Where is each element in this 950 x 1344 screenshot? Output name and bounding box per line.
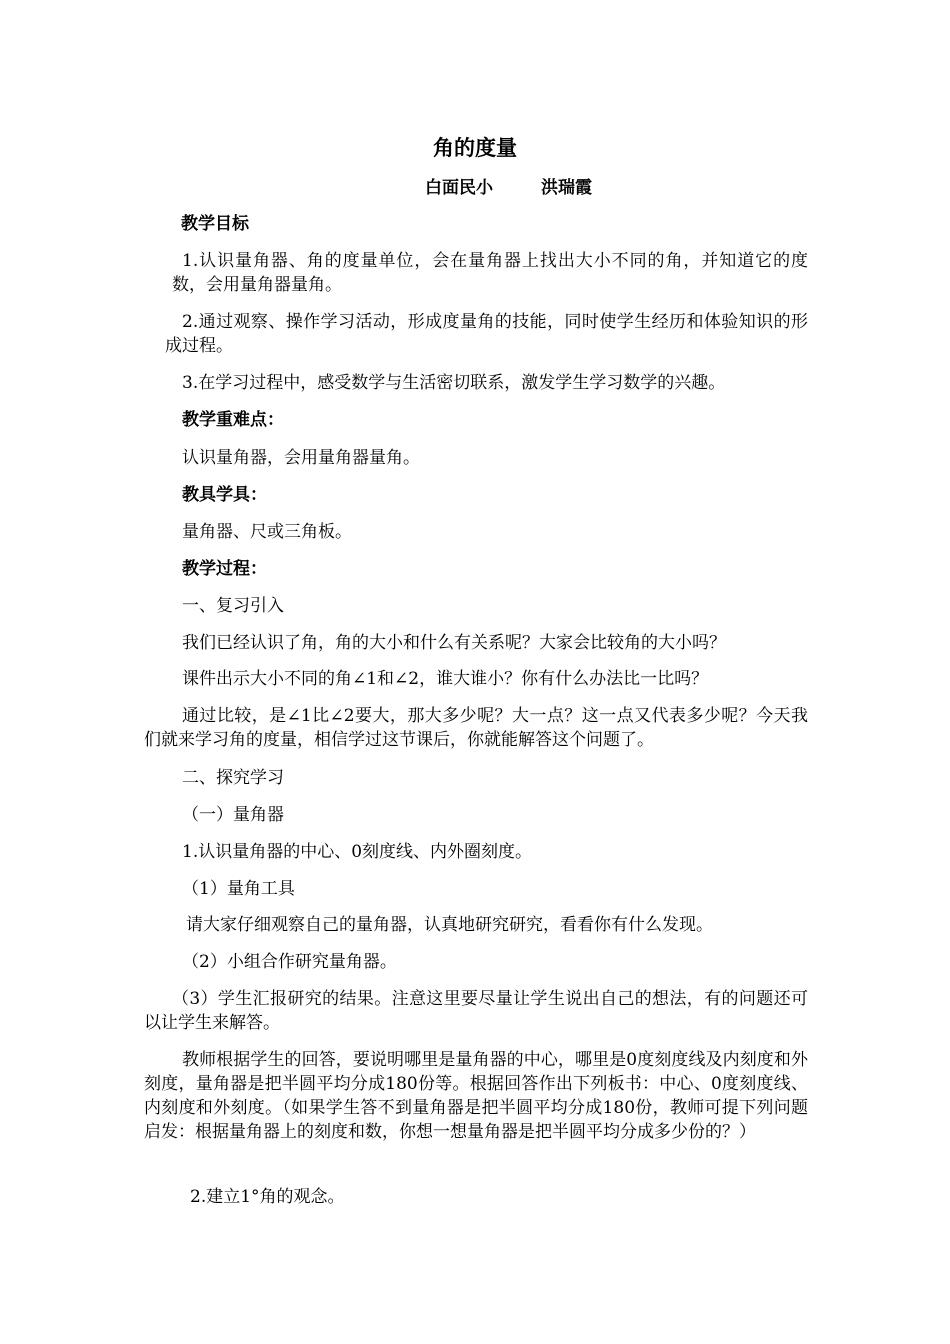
objective-item-1: 1.认识量角器、角的度量单位，会在量角器上找出大小不同的角，并知道它的度数，会用量角器量角。 [172,251,808,295]
part1-heading: 一、复习引入 [182,596,284,616]
key-points-heading: 教学重难点： [182,410,284,430]
part2-heading: 二、探究学习 [182,768,284,788]
step-1c: （3）学生汇报研究的结果。注意这里要尽量让学生说出自己的想法，有的问题还可以让学生来解答。 [144,989,808,1033]
tools-heading: 教具学具： [182,485,267,505]
step-1: 1.认识量角器的中心、0刻度线、内外圈刻度。 [182,842,533,862]
objectives-heading: 教学目标 [181,214,249,234]
key-points-text: 认识量角器，会用量角器量角。 [182,448,420,468]
paragraph-3: 通过比较，是∠1比∠2要大，那大多少呢？大一点？这一点又代表多少呢？今天我们就来学习角的度量，相信学过这节课后，你就能解答这个问题了。 [144,706,808,750]
author-name: 洪瑞霞 [541,178,592,198]
process-heading: 教学过程： [182,559,267,579]
objective-item-2: 2.通过观察、操作学习活动，形成度量角的技能，同时使学生经历和体验知识的形成过程。 [165,312,808,356]
step-2: 2.建立1°角的观念。 [190,1187,345,1207]
page-title: 角的度量 [433,136,517,160]
step-1b: （2）小组合作研究量角器。 [182,952,397,972]
tools-text: 量角器、尺或三角板。 [182,522,352,542]
subsection-protractor: （一）量角器 [182,805,284,825]
step-1a: （1）量角工具 [182,879,295,899]
step-1a-text: 请大家仔细观察自己的量角器，认真地研究研究，看看你有什么发现。 [186,915,713,935]
paragraph-1: 我们已经认识了角，角的大小和什么有关系呢？大家会比较角的大小吗？ [182,633,726,653]
objective-item-3: 3.在学习过程中，感受数学与生活密切联系，激发学生学习数学的兴趣。 [182,373,726,393]
paragraph-2: 课件出示大小不同的角∠1和∠2，谁大谁小？你有什么办法比一比吗？ [182,669,709,689]
author-school: 白面民小 [425,178,493,198]
teacher-note: 教师根据学生的回答，要说明哪里是量角器的中心，哪里是0度刻度线及内刻度和外刻度，量角器是把半圆平均分成180份等。根据回答作出下列板书：中心、0度刻度线、内刻度和外刻度。（如果学生答不到量角器是把半圆平均分成180份，教师可提下列问题启发：根据量角器上的刻度和数，你想一想量角器是把半圆平均分成多少份的？） [144,1050,808,1142]
